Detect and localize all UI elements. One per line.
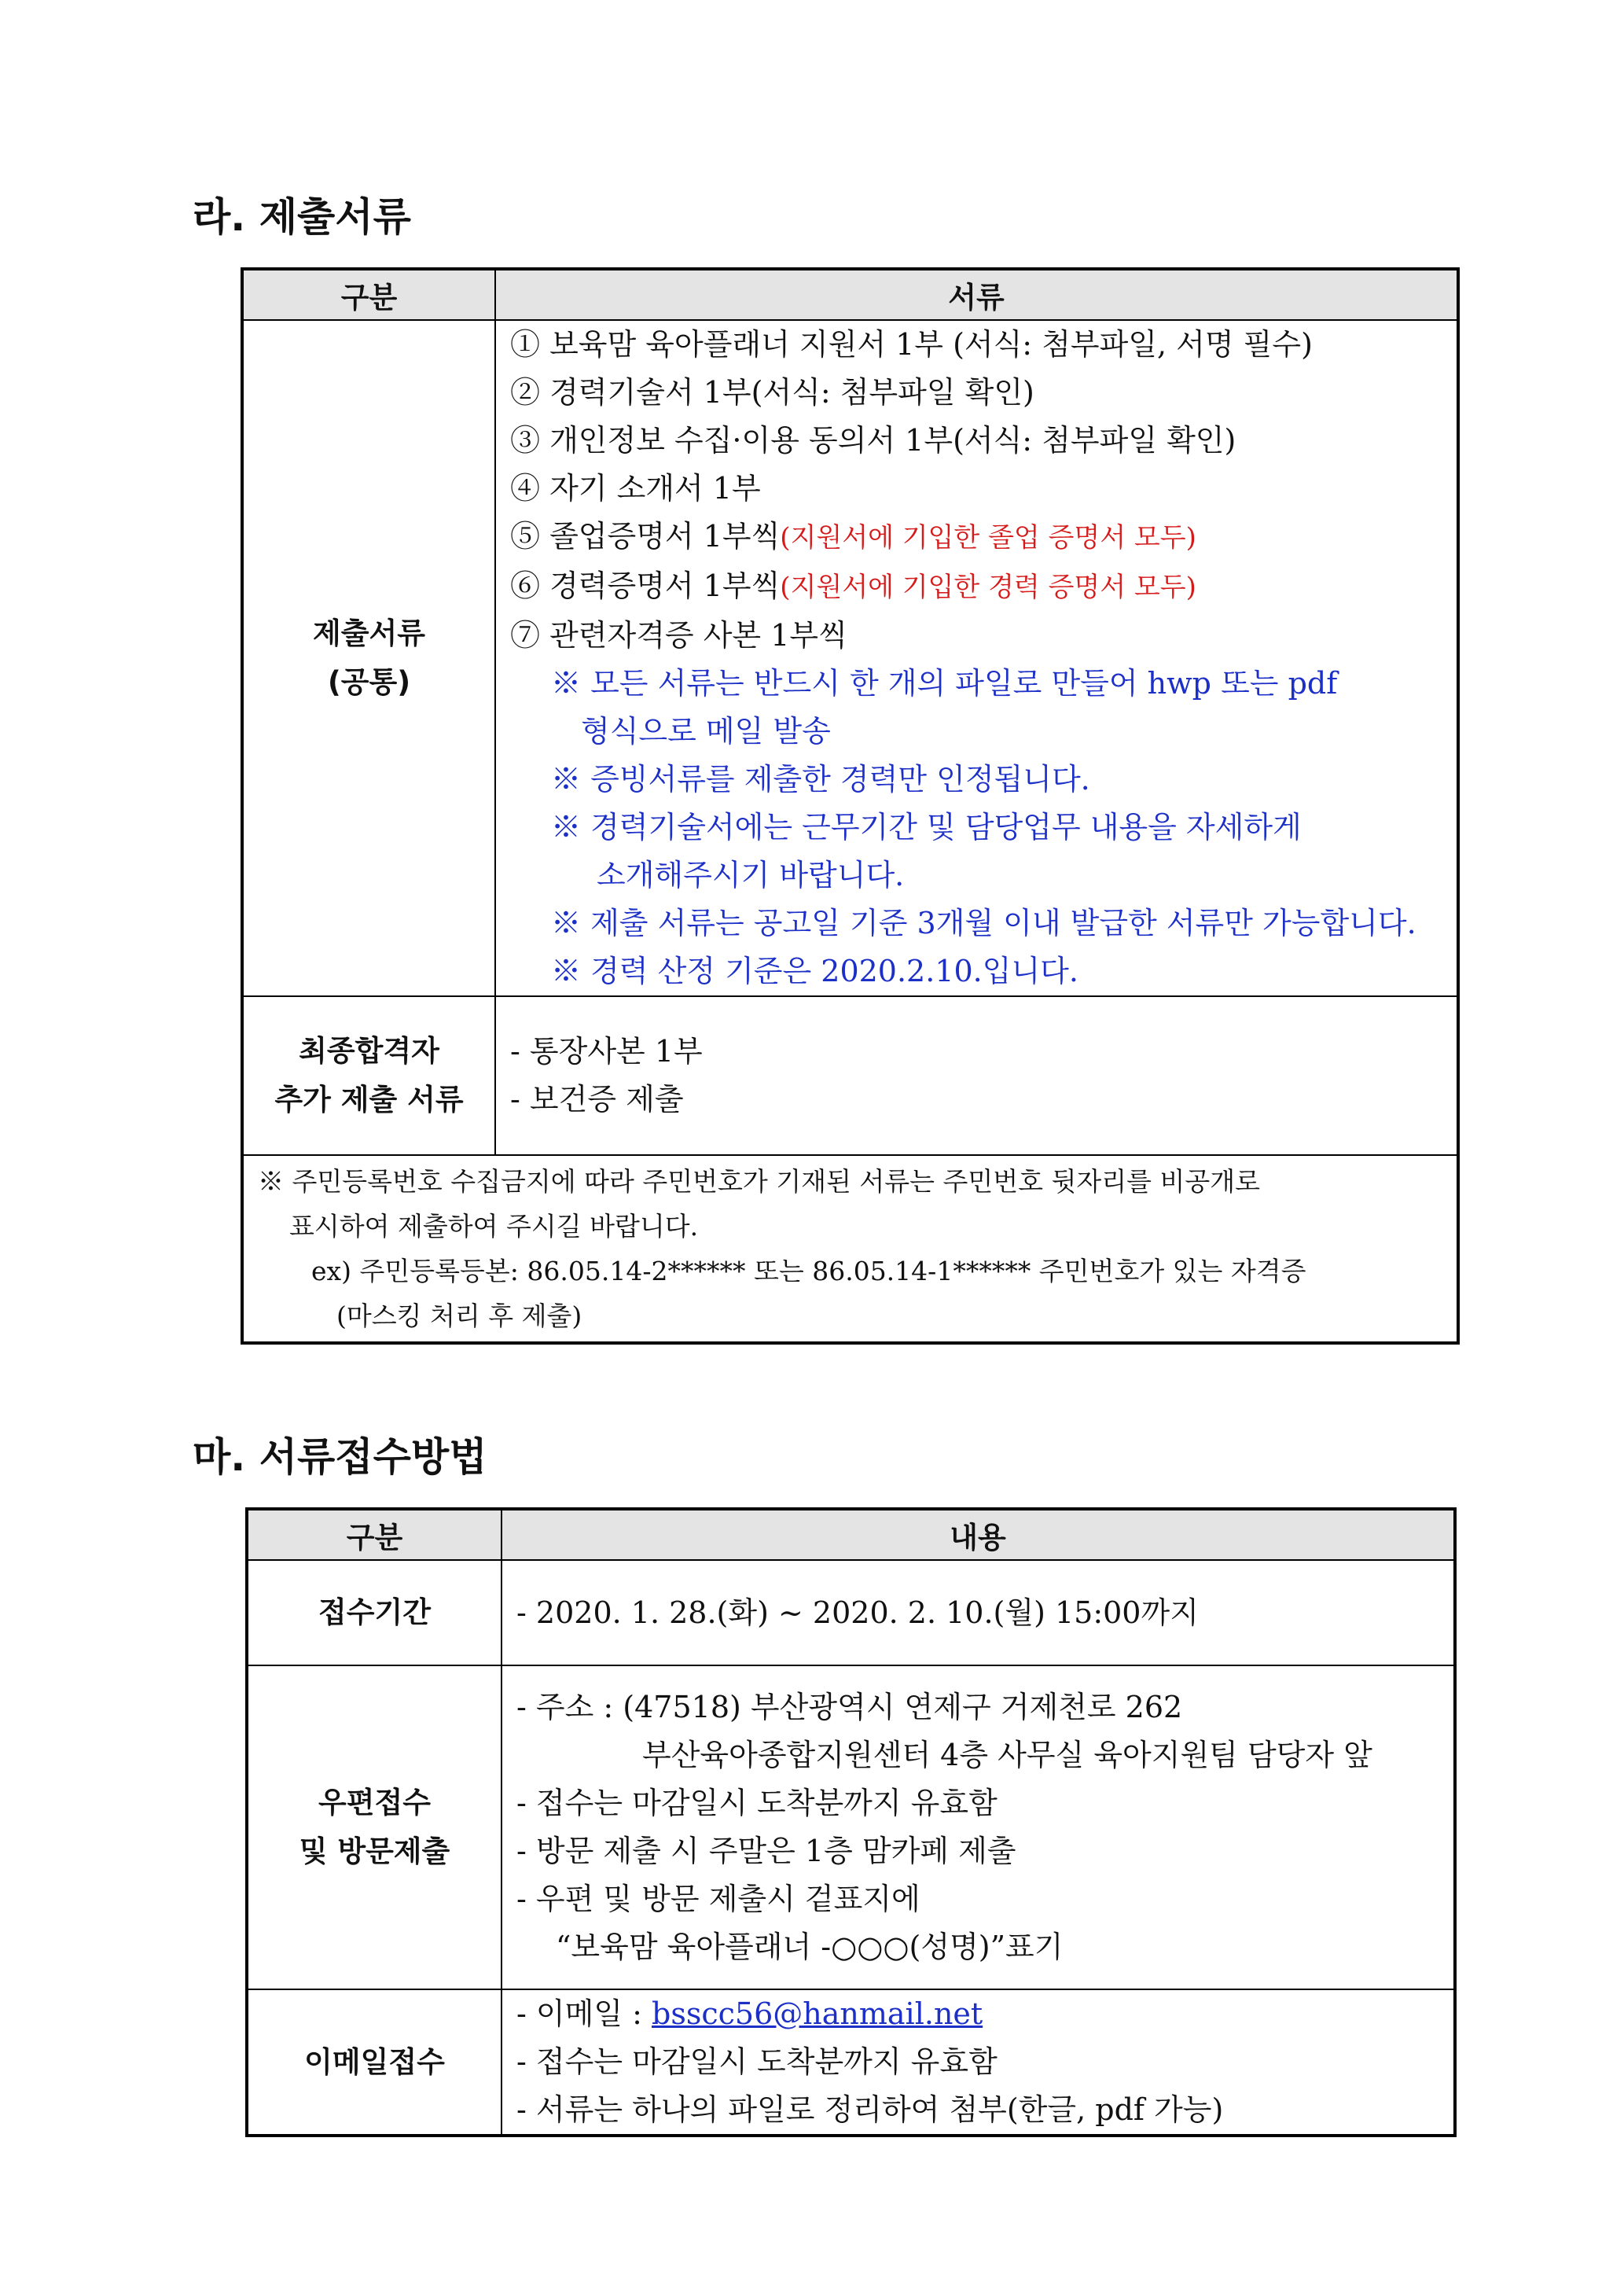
list-item: - 접수는 마감일시 도착분까지 유효함 — [516, 2044, 998, 2079]
notice-line: 소개해주시기 바랍니다. — [597, 858, 905, 892]
category-email: 이메일접수 — [247, 1989, 502, 2136]
list-item: - 접수는 마감일시 도착분까지 유효함 — [516, 1786, 998, 1820]
list-item: - 보건증 제출 — [510, 1082, 684, 1117]
notice-line: ※ 모든 서류는 반드시 한 개의 파일로 만들어 hwp 또는 pdf — [551, 666, 1338, 701]
list-item: ⑤ 졸업증명서 1부씩(지원서에 기입한 졸업 증명서 모두) — [510, 519, 1196, 554]
category-common — [242, 320, 495, 996]
final-documents-cell — [495, 996, 1458, 1155]
header-category: 구분 — [247, 1509, 502, 1560]
email-link[interactable]: bsscc56@hanmail.net — [652, 1996, 983, 2031]
period-text: - 2020. 1. 28.(화) ~ 2020. 2. 10.(월) 15:00까지 — [516, 1595, 1199, 1630]
notice-line: 형식으로 메일 발송 — [581, 714, 831, 749]
footnote-line: ※ 주민등록번호 수집금지에 따라 주민번호가 기재된 서류는 주민번호 뒷자리를 비공개로 — [258, 1166, 1261, 1197]
table-row-period — [247, 1560, 1455, 1665]
list-item: - 방문 제출 시 주말은 1층 맘카페 제출 — [516, 1834, 1016, 1868]
category-final-line2: 추가 제출 서류 — [274, 1083, 464, 1117]
footnote-line: ex) 주민등록등본: 86.05.14-2****** 또는 86.05.14-1****** 주민번호가 있는 자격증 — [311, 1256, 1306, 1286]
table-row-common — [242, 320, 1458, 996]
notice-line: ※ 증빙서류를 제출한 경력만 인정됩니다. — [551, 762, 1090, 797]
category-common-line1: 제출서류 — [313, 616, 425, 650]
email-prefix: - 이메일 : — [516, 1996, 652, 2031]
category-common-line2: (공통) — [327, 665, 411, 699]
item-note: (지원서에 기입한 경력 증명서 모두) — [780, 572, 1196, 603]
header-documents: 서류 — [495, 269, 1458, 320]
email-cell — [502, 1989, 1455, 2136]
footnote-line: (마스킹 처리 후 제출) — [336, 1301, 582, 1331]
category-final — [242, 996, 495, 1155]
section-title-submission: 마. 서류접수방법 — [193, 1434, 487, 1480]
list-item: ⑦ 관련자격증 사본 1부씩 — [510, 618, 847, 653]
section-title-documents: 라. 제출서류 — [193, 194, 411, 240]
notice-line: ※ 경력 산정 기준은 2020.2.10.입니다. — [551, 954, 1078, 988]
notice-line: ※ 제출 서류는 공고일 기준 3개월 이내 발급한 서류만 가능합니다. — [551, 906, 1416, 940]
table-row-email — [247, 1989, 1455, 2136]
list-item: - 서류는 하나의 파일로 정리하여 첨부(한글, pdf 가능) — [516, 2092, 1224, 2127]
table-header-row — [242, 269, 1458, 320]
footnote-cell — [242, 1155, 1458, 1343]
category-final-line1: 최종합격자 — [299, 1034, 439, 1068]
item-note: (지원서에 기입한 졸업 증명서 모두) — [780, 522, 1196, 554]
notice-line: ※ 경력기술서에는 근무기간 및 담당업무 내용을 자세하게 — [551, 810, 1302, 844]
list-item: - 통장사본 1부 — [510, 1034, 703, 1069]
list-item: ⑥ 경력증명서 1부씩(지원서에 기입한 경력 증명서 모두) — [510, 568, 1196, 603]
header-category: 구분 — [242, 269, 495, 320]
header-content: 내용 — [502, 1509, 1455, 1560]
list-item: ② 경력기술서 1부(서식: 첨부파일 확인) — [510, 375, 1034, 410]
common-documents-cell — [495, 320, 1458, 996]
list-item: - 주소 : (47518) 부산광역시 연제구 거제천로 262 — [516, 1690, 1183, 1724]
address-line: 부산육아종합지원센터 4층 사무실 육아지원팀 담당자 앞 — [642, 1738, 1372, 1772]
category-mail-line2: 및 방문제출 — [299, 1834, 450, 1868]
table-header-row — [247, 1509, 1455, 1560]
period-cell — [502, 1560, 1455, 1665]
list-item: ① 보육맘 육아플래너 지원서 1부 (서식: 첨부파일, 서명 필수) — [510, 327, 1313, 362]
category-mail — [247, 1665, 502, 1989]
list-item: ③ 개인정보 수집·이용 동의서 1부(서식: 첨부파일 확인) — [510, 423, 1236, 458]
table-row-final — [242, 996, 1458, 1155]
table-row-footnote — [242, 1155, 1458, 1343]
category-period: 접수기간 — [247, 1560, 502, 1665]
list-item: - 우편 및 방문 제출시 겉표지에 — [516, 1882, 920, 1916]
documents-table — [241, 267, 1460, 1345]
list-item — [516, 1990, 1453, 2038]
mail-cell — [502, 1665, 1455, 1989]
list-item: “보육맘 육아플래너 -○○○(성명)”표기 — [556, 1930, 1064, 1964]
submission-table — [245, 1507, 1457, 2137]
category-mail-line1: 우편접수 — [318, 1786, 431, 1820]
footnote-line: 표시하여 제출하여 주시길 바랍니다. — [289, 1211, 699, 1242]
table-row-mail — [247, 1665, 1455, 1989]
list-item: ④ 자기 소개서 1부 — [510, 471, 761, 506]
